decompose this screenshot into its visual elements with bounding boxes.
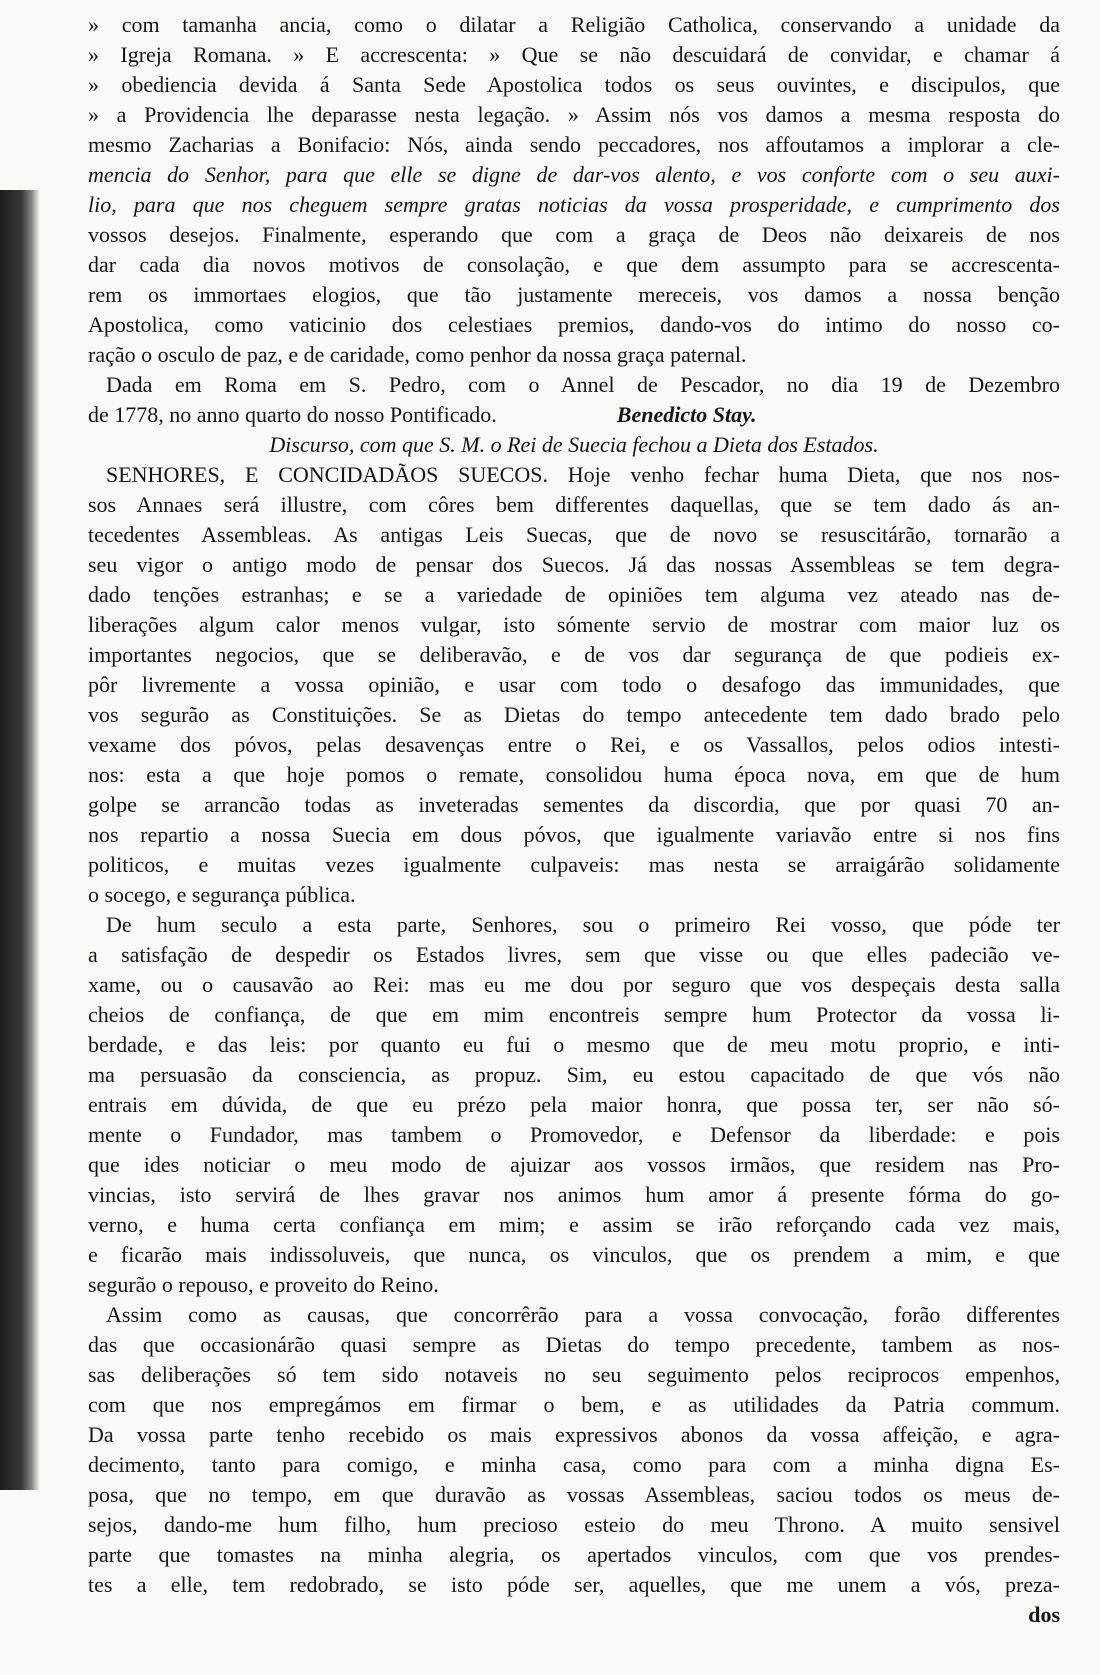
text-line: vossos desejos. Finalmente, esperando que com a graça de Deos não deixareis de nos: [88, 222, 1060, 247]
text-line: Da vossa parte tenho recebido os mais expressivos abonos da vossa affeição, e agra-: [88, 1422, 1060, 1447]
section-heading: Discurso, com que S. M. o Rei de Suecia fechou a Dieta dos Estados.: [269, 432, 879, 457]
text-line: nos repartio a nossa Suecia em dous póvos, que igualmente variavão entre si nos fins: [88, 822, 1060, 847]
text-line: Assim como as causas, que concorrêrão para a vossa convocação, forão differentes: [106, 1302, 1060, 1327]
text-line: posa, que no tempo, em que duravão as vossas Assembleas, saciou todos os meus de-: [88, 1482, 1060, 1507]
text-line: berdade, e das leis: por quanto eu fui o mesmo que de meu motu proprio, e inti-: [88, 1032, 1060, 1057]
text-line: importantes negocios, que se deliberavão, e de vos dar segurança de que podieis ex-: [88, 642, 1060, 667]
dating-line: [88, 400, 1060, 430]
text-line: » a Providencia lhe deparasse nesta legação. » Assim nós vos damos a mesma resposta do: [88, 102, 1060, 127]
text-line: o socego, e segurança pública.: [88, 882, 356, 907]
page-binding-shadow: [0, 190, 40, 1490]
text-line: De hum seculo a esta parte, Senhores, sou o primeiro Rei vosso, que póde ter: [106, 912, 1060, 937]
catchword: dos: [1028, 1602, 1060, 1627]
text-line: xame, ou o causavão ao Rei: mas eu me dou por seguro que vos despeçais desta salla: [88, 972, 1060, 997]
text-line: a satisfação de despedir os Estados livres, sem que visse ou que elles padecião ve-: [88, 942, 1060, 967]
text-line: vexame dos póvos, pelas desavenças entre o Rei, e os Vassallos, pelos odios intesti-: [88, 732, 1060, 757]
text-line: ração o osculo de paz, e de caridade, como penhor da nossa graça paternal.: [88, 342, 747, 367]
text-line: sas deliberações só tem sido notaveis no seu seguimento pelos reciprocos empenhos,: [88, 1362, 1060, 1387]
text-line: e ficarão mais indissoluveis, que nunca, os vinculos, que os prendem a mim, e que: [88, 1242, 1060, 1267]
text-line: sejos, dando-me hum filho, hum precioso esteio do meu Throno. A muito sensivel: [88, 1512, 1060, 1537]
text-line: mesmo Zacharias a Bonifacio: Nós, ainda sendo peccadores, nos affoutamos a implorar a cle-: [88, 132, 1060, 157]
text-line: SENHORES, E CONCIDADÃOS SUECOS. Hoje venho fechar huma Dieta, que nos nos-: [106, 462, 1060, 487]
text-line: parte que tomastes na minha alegria, os apertados vinculos, com que vos prendes-: [88, 1542, 1060, 1567]
text-line: politicos, e muitas vezes igualmente culpaveis: mas nesta se arraigárão solidamente: [88, 852, 1060, 877]
text-line: seu vigor o antigo modo de pensar dos Suecos. Já das nossas Assembleas se tem degra-: [88, 552, 1060, 577]
text-line: » obediencia devida á Santa Sede Apostolica todos os seus ouvintes, e discipulos, que: [88, 72, 1060, 97]
text-line: das que occasionárão quasi sempre as Dietas do tempo precedente, tambem as nos-: [88, 1332, 1060, 1357]
text-line: tes a elle, tem redobrado, se isto póde ser, aquelles, que me unem a vós, preza-: [88, 1572, 1060, 1597]
text-line: pôr livremente a vossa opinião, e usar com todo o desafogo das immunidades, que: [88, 672, 1060, 697]
text-line: entrais em dúvida, de que eu prézo pela maior honra, que possa ter, ser não só-: [88, 1092, 1060, 1117]
text-line: vos segurão as Constituições. Se as Dietas do tempo antecedente tem dado brado pelo: [88, 702, 1060, 727]
text-line: dar cada dia novos motivos de consolação, e que dem assumpto para se accrescenta-: [88, 252, 1060, 277]
text-line: dado tenções estranhas; e se a variedade de opiniões tem alguma vez ateado nas de-: [88, 582, 1060, 607]
text-line: que ides noticiar o meu modo de ajuizar aos vossos irmãos, que residem nas Pro-: [88, 1152, 1060, 1177]
dating-text: de 1778, no anno quarto do nosso Pontificado.: [88, 402, 497, 427]
text-line: segurão o repouso, e proveito do Reino.: [88, 1272, 439, 1297]
text-line: rem os immortaes elogios, que tão justamente mereceis, vos damos a nossa benção: [88, 282, 1060, 307]
text-line: vincias, isto servirá de lhes gravar nos animos hum amor á presente fórma do go-: [88, 1182, 1060, 1207]
text-line: lio, para que nos cheguem sempre gratas noticias da vossa prosperidade, e cumprimento dos: [88, 192, 1060, 217]
text-line: » com tamanha ancia, como o dilatar a Religião Catholica, conservando a unidade da: [88, 12, 1060, 37]
text-line: verno, e huma certa confiança em mim; e assim se irão reforçando cada vez mais,: [88, 1212, 1060, 1237]
text-line: sos Annaes será illustre, com côres bem differentes daquellas, que se tem dado ás an-: [88, 492, 1060, 517]
text-line: Apostolica, como vaticinio dos celestiaes premios, dando-vos do intimo do nosso co-: [88, 312, 1060, 337]
text-line: cheios de confiança, de que em mim encontreis sempre hum Protector da vossa li-: [88, 1002, 1060, 1027]
text-line: » Igreja Romana. » E accrescenta: » Que se não descuidará de convidar, e chamar á: [88, 42, 1060, 67]
text-line: tecedentes Assembleas. As antigas Leis Suecas, que de novo se resuscitárão, tornarão a: [88, 522, 1060, 547]
text-line: decimento, tanto para comigo, e minha casa, como para com a minha digna Es-: [88, 1452, 1060, 1477]
text-line: nos: esta a que hoje pomos o remate, consolidou huma época nova, em que de hum: [88, 762, 1060, 787]
text-line: Dada em Roma em S. Pedro, com o Annel de Pescador, no dia 19 de Dezembro: [106, 372, 1060, 397]
page-body-text: [88, 10, 1060, 1630]
text-line: mencia do Senhor, para que elle se digne de dar-vos alento, e vos conforte com o seu auxi-: [88, 162, 1060, 187]
signature: Benedicto Stay.: [616, 402, 757, 427]
text-line: ma persuasão da consciencia, as propuz. Sim, eu estou capacitado de que vós não: [88, 1062, 1060, 1087]
text-line: com que nos empregámos em firmar o bem, e as utilidades da Patria commum.: [88, 1392, 1060, 1417]
text-line: mente o Fundador, mas tambem o Promovedor, e Defensor da liberdade: e pois: [88, 1122, 1060, 1147]
text-line: liberações algum calor menos vulgar, isto sómente servio de mostrar com maior luz os: [88, 612, 1060, 637]
text-line: golpe se arrancão todas as inveteradas sementes da discordia, que por quasi 70 an-: [88, 792, 1060, 817]
